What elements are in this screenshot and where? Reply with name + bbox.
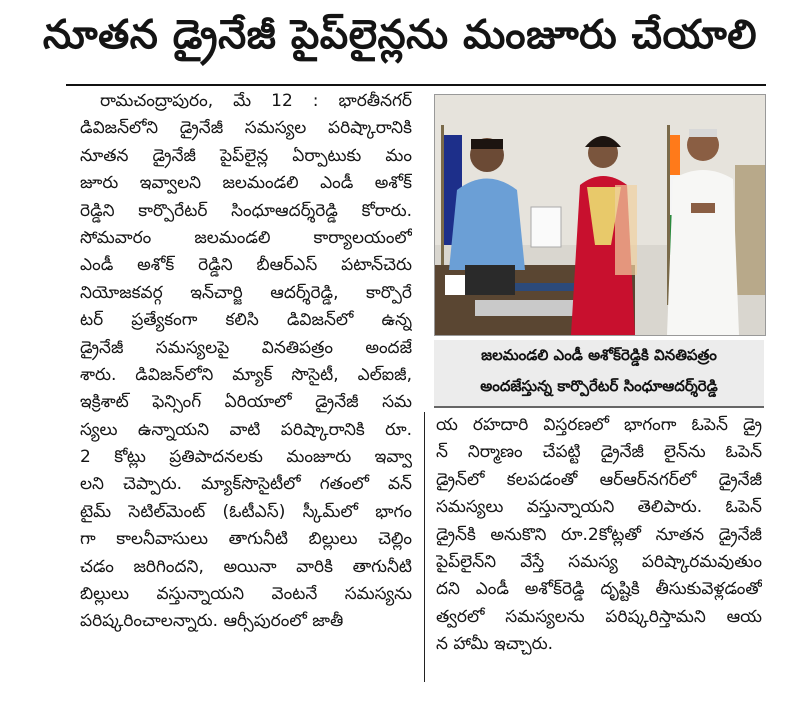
article-line: పరిష్కరించాలన్నారు. ఆర్సీపురంలో జాతీ bbox=[80, 611, 344, 632]
article-line: దని ఎండీ అశోక్‌రెడ్డి దృష్టికి తీసుకువెళ్లడంతో bbox=[436, 579, 762, 600]
article-line: 2 కోట్లు ప్రతిపాదనలకు మంజూరు ఇవ్వా bbox=[80, 447, 412, 468]
column-divider bbox=[424, 412, 425, 682]
article-line: నూతన డ్రైనేజీ పైప్‌లైన్ల ఏర్పాటుకు మం bbox=[80, 145, 412, 166]
article-line: టైమ్ సెటిల్‌మెంట్ (ఓటీఎస్) స్కీమ్‌లో భాగం bbox=[80, 501, 412, 522]
article-line: చడం జరిగిందని, అయినా వారికి తాగునీటి bbox=[80, 556, 412, 577]
article-line: ఇక్రిశాట్ ఫెన్సింగ్ ఏరియాలో డ్రైనేజీ సమ bbox=[80, 392, 412, 413]
caption-line-2: అందజేస్తున్న కార్పొరేటర్ సింధూఆదర్శ్‌రెడ్డి bbox=[480, 377, 718, 395]
article-line: లని చెప్పారు. మ్యాక్‌సొసైటీలో గతంలో వన్ bbox=[80, 474, 412, 495]
headline-rule bbox=[66, 84, 766, 86]
article-line: పైప్‌లైన్‌ని వేస్తే సమస్య పరిష్కారమవుతుం bbox=[436, 551, 762, 572]
photo-meeting-icon bbox=[435, 95, 765, 335]
article-line: నియోజకవర్గ ఇన్‌చార్జి ఆదర్శ్‌రెడ్డి, కార్పొరే bbox=[80, 282, 412, 303]
article-line: స్యలు ఉన్నాయని వాటి పరిష్కారానికి రూ. bbox=[80, 419, 412, 440]
article-line: డ్రైన్‌కి అనుకొని రూ.2కోట్లతో నూతన డ్రైనేజీ bbox=[436, 524, 762, 545]
article-line: డ్రైనేజీ సమస్యలపై వినతిపత్రం అందజే bbox=[80, 337, 412, 358]
article-line: సమస్యలు వస్తున్నాయని తెలిపారు. ఓపెన్ bbox=[436, 497, 762, 518]
headline: నూతన డ్రైనేజీ పైప్‌లైన్లను మంజూరు చేయాలి bbox=[42, 12, 758, 58]
article-line: ఎండీ అశోక్ రెడ్డిని బీఆర్ఎస్ పటాన్‌చెరు bbox=[80, 255, 412, 276]
article-line: రెడ్డిని కార్పొరేటర్ సింధూఆదర్శ్‌రెడ్డి కోరారు. bbox=[80, 200, 412, 221]
article-line: న్ నిర్మాణం చేపట్టి డ్రైనేజీ లైన్‌ను ఓపెన్ bbox=[436, 442, 762, 463]
article-line: న హామీ ఇచ్చారు. bbox=[436, 634, 554, 655]
article-right-column bbox=[436, 412, 762, 659]
article-photo bbox=[434, 94, 766, 336]
photo-caption bbox=[434, 340, 764, 408]
article-line: రామచంద్రాపురం, మే 12 : భారతీనగర్ bbox=[100, 91, 412, 111]
article-line: త్వరలో సమస్యలను పరిష్కరిస్తామని ఆయ bbox=[436, 606, 762, 627]
article-line: టర్ ప్రత్యేకంగా కలిసి డివిజన్‌లో ఉన్న bbox=[80, 310, 412, 331]
article-line: శారు. డివిజన్‌లోని మ్యాక్ సొసైటీ, ఎల్ఐజీ, bbox=[80, 364, 412, 385]
article-line: డివిజన్‌లోని డ్రైనేజీ సమస్యల పరిష్కారానికి bbox=[80, 118, 412, 139]
article-line: డ్రైన్‌లో కలపడంతో ఆర్ఆర్‌నగర్‌లో డ్రైనేజీ bbox=[436, 469, 762, 490]
article-left-column bbox=[80, 88, 412, 636]
article-line: జూరు ఇవ్వాలని జలమండలి ఎండీ అశోక్ bbox=[80, 173, 412, 194]
article-line: గా కాలనీవాసులు తాగునీటి బిల్లులు చెల్లిం bbox=[80, 529, 412, 550]
article-line: బిల్లులు వస్తున్నాయని వెంటనే సమస్యను bbox=[80, 584, 412, 605]
article-line: సోమవారం జలమండలి కార్యాలయంలో bbox=[80, 227, 412, 248]
article-line: య రహదారి విస్తరణలో భాగంగా ఓపెన్ డ్రై bbox=[436, 415, 762, 435]
caption-line-1: జలమండలి ఎండీ అశోక్‌రెడ్డికి వినతిపత్రం bbox=[481, 346, 717, 364]
